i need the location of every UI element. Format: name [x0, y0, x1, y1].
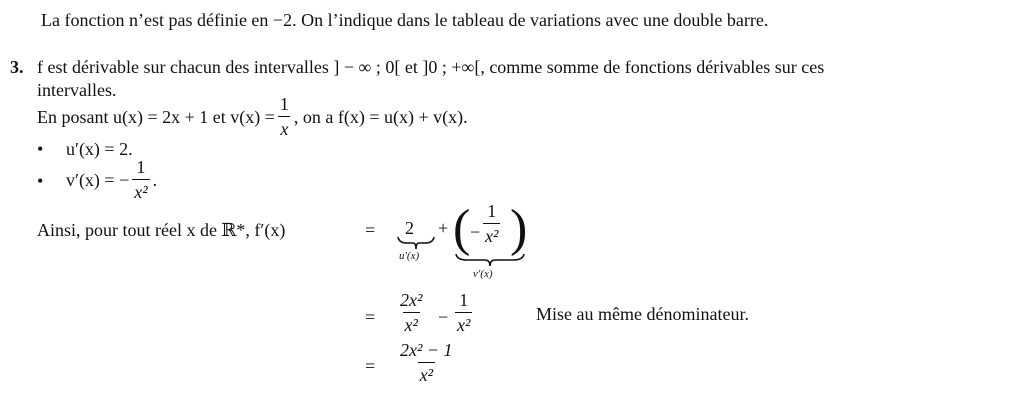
step1-term2-num: 1 [487, 201, 497, 221]
posant-fraction-den: x [278, 116, 290, 138]
step1-term2-den: x² [483, 223, 500, 245]
posant-prefix: En posant u(x) = 2x + 1 et v(x) = [37, 106, 275, 127]
bullet-2-fraction-num: 1 [136, 157, 146, 177]
posant-fraction-num: 1 [279, 94, 289, 114]
step2-comment: Mise au même dénominateur. [536, 304, 749, 324]
bullet-2-suffix: . [152, 169, 158, 190]
step3-num: 2x² − 1 [400, 340, 453, 360]
item-line-1: f est dérivable sur chacun des intervalles ] − ∞ ; 0[ et ]0 ; +∞[, comme somme de fonctions dérivables sur ces [37, 57, 825, 77]
posant-fraction [278, 95, 291, 138]
right-paren: ) [510, 200, 528, 257]
bullet-dot-2: • [37, 171, 44, 191]
left-paren: ( [453, 200, 471, 257]
step3-fraction [398, 341, 455, 384]
step2-b-fraction [455, 291, 472, 334]
step1-term1-label: u′(x) [399, 250, 420, 262]
bullet-2-line [66, 158, 157, 201]
step2-a-den: x² [403, 312, 420, 334]
bullet-2-fraction-den: x² [132, 179, 149, 201]
item-number: 3. [10, 57, 24, 77]
step1-term2-fraction [483, 202, 500, 245]
step2-a-num: 2x² [400, 290, 423, 310]
item-line-2: intervalles. [37, 80, 117, 100]
ainsi-label: Ainsi, pour tout réel x de ℝ*, f′(x) [37, 220, 286, 240]
step3-den: x² [418, 362, 435, 384]
step1-term1: 2 [405, 218, 414, 238]
step2-b-num: 1 [459, 290, 469, 310]
step1-plus: + [438, 218, 449, 238]
posant-line [37, 95, 468, 138]
step1-term2-minus: − [470, 222, 481, 242]
posant-suffix: , on a f(x) = u(x) + v(x). [293, 106, 468, 127]
bullet-dot-1: • [37, 139, 44, 159]
intro-text: La fonction n’est pas définie en −2. On l’indique dans le tableau de variations avec une double barre. [41, 10, 769, 30]
bullet-1-text: u′(x) = 2. [66, 139, 133, 159]
step2-minus: − [438, 307, 449, 327]
bullet-2-fraction [132, 158, 149, 201]
step2-b-den: x² [455, 312, 472, 334]
underbrace-u-icon [397, 236, 435, 250]
step1-term2-label: v′(x) [473, 268, 493, 280]
equals-1: = [365, 220, 376, 240]
step2-a-fraction [398, 291, 424, 334]
equals-3: = [365, 356, 376, 376]
equals-2: = [365, 307, 376, 327]
underbrace-v-icon [455, 253, 525, 267]
bullet-2-prefix: v′(x) = − [66, 169, 130, 190]
